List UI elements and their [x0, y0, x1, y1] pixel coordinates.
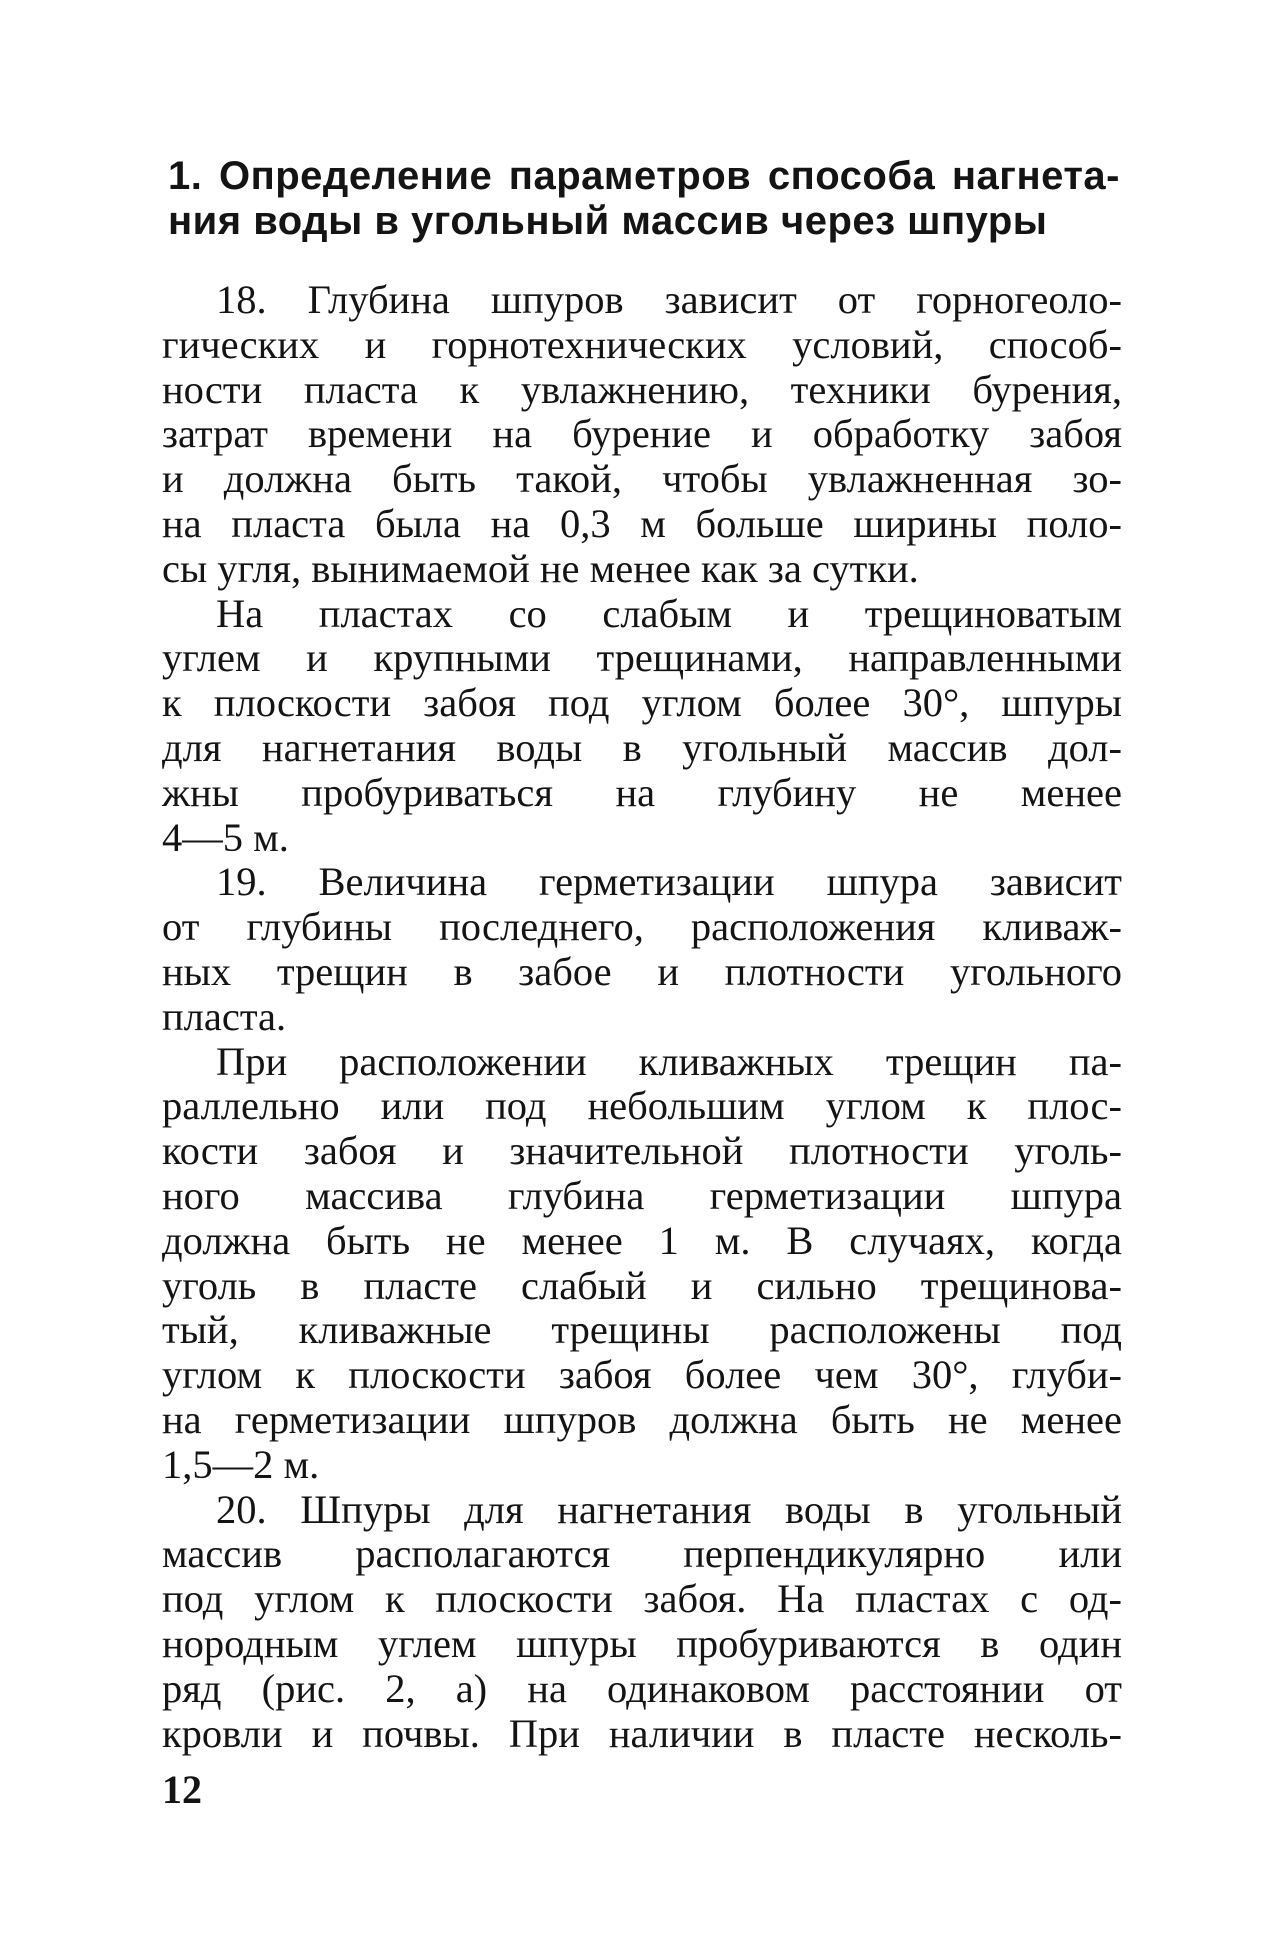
- heading-line: ния воды в угольный массив через шпуры: [168, 198, 1048, 243]
- heading-line: 1. Определение параметров способа нагнета-: [168, 154, 1120, 198]
- text-line: 19. Величина герметизации шпура зависит: [216, 859, 1122, 905]
- paragraph-20: [162, 1488, 1122, 1757]
- text-line: от глубины последнего, расположения кливаж-: [162, 904, 1122, 950]
- text-line: углом к плоскости забоя более чем 30°, глуби-: [162, 1352, 1122, 1398]
- paragraph-19: [162, 860, 1122, 1039]
- text-line: к плоскости забоя под углом более 30°, шпуры: [162, 680, 1122, 726]
- text-line: кости забоя и значительной плотности уголь-: [162, 1128, 1122, 1174]
- paragraph-19-cont: [162, 1040, 1122, 1488]
- text-line: на герметизации шпуров должна быть не менее: [162, 1396, 1122, 1442]
- text-line: уголь в пласте слабый и сильно трещинова-: [162, 1262, 1122, 1308]
- text-line: При расположении кливажных трещин па-: [216, 1038, 1122, 1084]
- page-number: 12: [162, 1767, 202, 1812]
- text-line: кровли и почвы. При наличии в пласте несколь-: [162, 1710, 1122, 1756]
- text-line: ности пласта к увлажнению, техники бурения,: [162, 366, 1122, 412]
- body-text: [162, 278, 1122, 1756]
- text-line: и должна быть такой, чтобы увлажненная зо-: [162, 456, 1122, 502]
- text-line: раллельно или под небольшим углом к плос-: [162, 1083, 1122, 1129]
- text-line: жны пробуриваться на глубину не менее: [162, 769, 1122, 815]
- text-line: сы угля, вынимаемой не менее как за сутки.: [162, 545, 919, 591]
- text-line: углем и крупными трещинами, направленными: [162, 635, 1122, 681]
- text-line: под углом к плоскости забоя. На пластах с од-: [162, 1576, 1122, 1622]
- text-line: 4—5 м.: [162, 814, 289, 860]
- text-line: должна быть не менее 1 м. В случаях, когда: [162, 1217, 1122, 1263]
- text-line: гических и горнотехнических условий, способ-: [162, 321, 1122, 367]
- text-line: массив располагаются перпендикулярно или: [162, 1531, 1122, 1577]
- text-line: 18. Глубина шпуров зависит от горногеоло-: [216, 277, 1122, 322]
- text-line: ных трещин в забое и плотности угольного: [162, 948, 1122, 994]
- text-line: 1,5—2 м.: [162, 1441, 320, 1487]
- text-line: На пластах со слабым и трещиноватым: [216, 590, 1122, 636]
- text-line: тый, кливажные трещины расположены под: [162, 1307, 1122, 1353]
- text-line: затрат времени на бурение и обработку забоя: [162, 411, 1122, 457]
- paragraph-18-cont: [162, 592, 1122, 861]
- text-line: 20. Шпуры для нагнетания воды в угольный: [216, 1486, 1122, 1532]
- section-heading: [168, 152, 1120, 242]
- text-line: нородным углем шпуры пробуриваются в один: [162, 1620, 1122, 1666]
- text-line: для нагнетания воды в угольный массив дол-: [162, 724, 1122, 770]
- text-line: ного массива глубина герметизации шпура: [162, 1172, 1122, 1218]
- text-line: пласта.: [162, 993, 287, 1039]
- text-line: ряд (рис. 2, а) на одинаковом расстоянии от: [162, 1665, 1122, 1711]
- paragraph-18: [162, 278, 1122, 592]
- text-line: на пласта была на 0,3 м больше ширины поло-: [162, 500, 1122, 546]
